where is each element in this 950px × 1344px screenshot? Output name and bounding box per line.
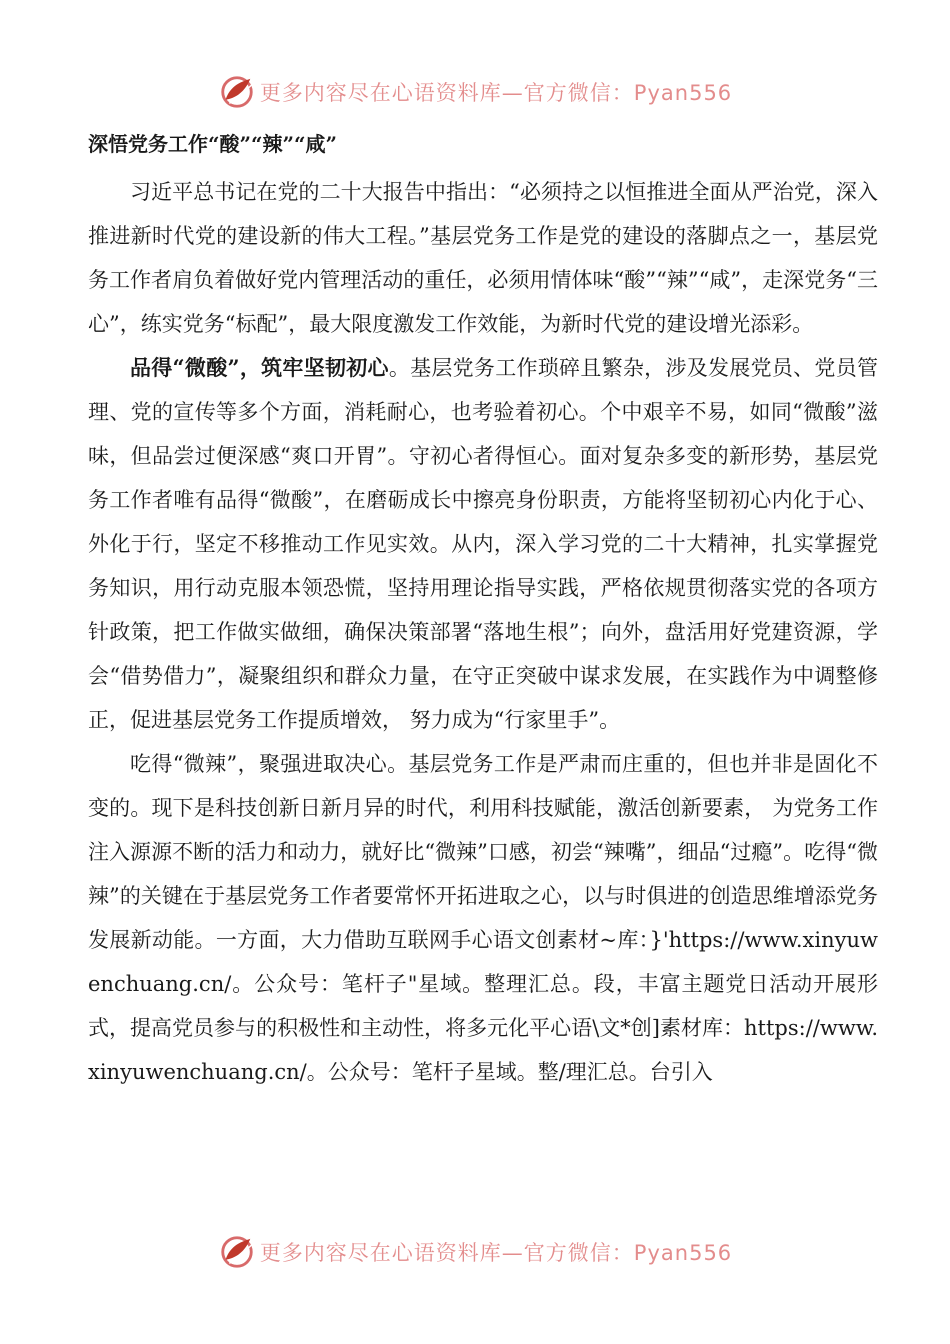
- header-watermark-banner: [0, 70, 950, 114]
- paragraph-spicy: [88, 742, 878, 1094]
- article: [88, 124, 878, 1094]
- paragraph-body: 。基层党务工作琐碎且繁杂，涉及发展党员、党员管理、党的宣传等多个方面，消耗耐心，也考验着初心。个中艰辛不易，如同“微酸”滋味，但品尝过便深感“爽口开胃”。守初心者得恒心。面对复杂多变的新形势，基层党务工作者唯有品得“微酸”，在磨砺成长中擦亮身份职责，方能将坚韧初心内化于心、外化于行，坚定不移推动工作见实效。从内，深入学习党的二十大精神，扎实掌握党务知识，用行动克服本领恐慌，坚持用理论指导实践，严格依规贯彻落实党的各项方针政策，把工作做实做细，确保决策部署“落地生根”；向外，盘活用好党建资源，学会“借势借力”，凝聚组织和群众力量，在守正突破中谋求发展，在实践作为中调整修正，促进基层党务工作提质增效， 努力成为“行家里手”。: [88, 356, 878, 732]
- paragraph-intro: [88, 170, 878, 346]
- article-title: 深悟党务工作“酸”“辣”“咸”: [88, 132, 338, 156]
- paragraph-body: 吃得“微辣”，聚强进取决心。基层党务工作是严肃而庄重的，但也并非是固化不变的。现下是科技创新日新月异的时代，利用科技赋能，激活创新要素， 为党务工作注入源源不断的活力和动力，就好比“微辣”口感，初尝“辣嘴”，细品“过瘾”。吃得“微辣”的关键在于基层党务工作者要常怀开拓进取之心，以与时俱进的创造思维增添党务发展新动能。一方面，大力借助互联网手心语文创素材~库：}'https://www.xinyuwenchuang.cn/。公众号：笔杆子"星域。整理汇总。段，丰富主题党日活动开展形式，提高党员参与的积极性和主动性，将多元化平心语\文*创]素材库：https://www.xinyuwenchuang.cn/。公众号：笔杆子星域。整/理汇总。台引入: [88, 752, 878, 1084]
- leaf-swirl-logo-icon: [218, 1233, 256, 1271]
- paragraph-lead: 品得“微酸”，筑牢坚韧初心: [130, 355, 389, 380]
- paragraph-sour: [88, 346, 878, 742]
- footer-watermark-banner: [0, 1230, 950, 1274]
- watermark-text: 更多内容尽在心语资料库—官方微信：Pyan556: [259, 1241, 733, 1265]
- leaf-swirl-logo-icon: [218, 73, 256, 111]
- paragraph-body: 习近平总书记在党的二十大报告中指出：“必须持之以恒推进全面从严治党，深入推进新时代党的建设新的伟大工程。”基层党务工作是党的建设的落脚点之一，基层党务工作者肩负着做好党内管理活动的重任，必须用情体味“酸”“辣”“咸”，走深党务“三心”，练实党务“标配”，最大限度激发工作效能，为新时代党的建设增光添彩。: [88, 180, 878, 336]
- watermark-text: 更多内容尽在心语资料库—官方微信：Pyan556: [259, 81, 733, 105]
